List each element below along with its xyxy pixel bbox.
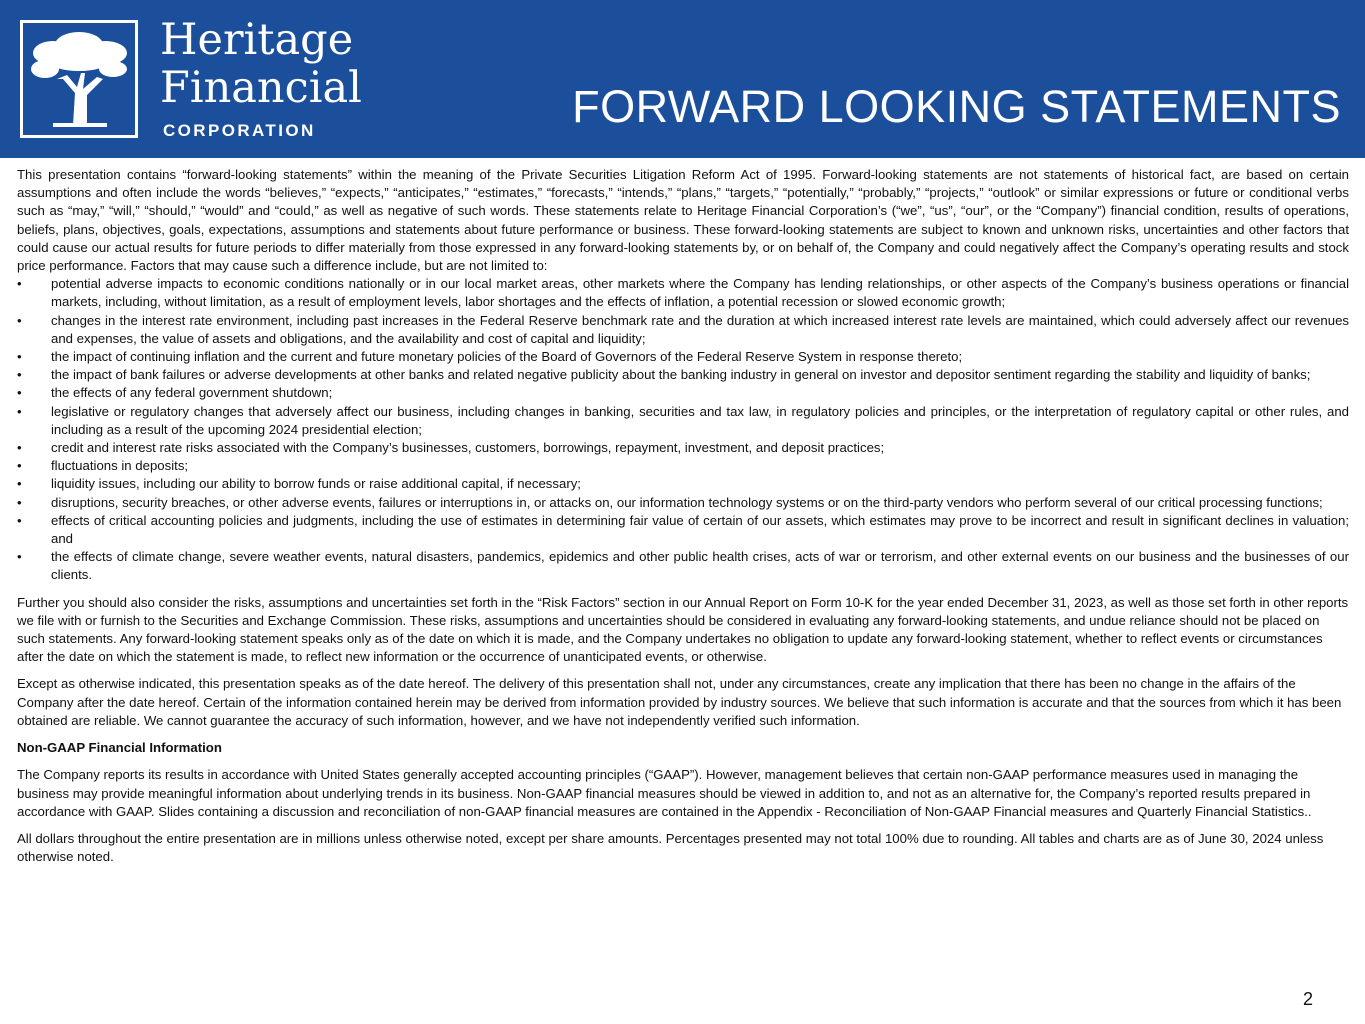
list-item: • disruptions, security breaches, or other adverse events, failures or interruptions in, or attacks on, our information technology systems or on the third-party vendors who perform several of our critical processing functions;	[17, 494, 1349, 512]
list-item: • changes in the interest rate environment, including past increases in the Federal Reserve benchmark rate and the duration at which increased interest rate levels are maintained, which could adversely affect our revenues and expenses, the value of assets and obligations, and the availability and cost of capital and liquidity;	[17, 312, 1349, 348]
logo	[20, 20, 138, 138]
list-item: • effects of critical accounting policies and judgments, including the use of estimates in determining fair value of certain of our assets, which estimates may prove to be incorrect and result in significant declines in valuation; and	[17, 512, 1349, 548]
further-paragraph: Further you should also consider the risks, assumptions and uncertainties set forth in the “Risk Factors” section in our Annual Report on Form 10-K for the year ended December 31, 2023, as well as those set forth in other reports we file with or furnish to the Securities and Exchange Commission. These risks, assumptions and uncertainties should be considered in evaluating any forward-looking statements, and undue reliance should not be placed on such statements. Any forward-looking statement speaks only as of the date on which it is made, and the Company undertakes no obligation to update any forward-looking statement, whether to reflect events or circumstances after the date on which the statement is made, to reflect new information or the occurrence of unanticipated events, or otherwise.	[17, 594, 1349, 665]
risk-factor-list	[17, 275, 1349, 584]
page-number: 2	[1302, 989, 1313, 1009]
brand-name-line3: CORPORATION	[163, 121, 316, 140]
brand-name-line2: Financial	[160, 63, 362, 113]
list-item: • liquidity issues, including our ability to borrow funds or raise additional capital, if necessary;	[17, 475, 1349, 493]
list-item: • the effects of climate change, severe weather events, natural disasters, pandemics, epidemics and other public health crises, acts of war or terrorism, and other external events on our business and the businesses of our clients.	[17, 548, 1349, 584]
brand-name-line1: Heritage	[160, 15, 354, 65]
except-paragraph: Except as otherwise indicated, this presentation speaks as of the date hereof. The delivery of this presentation shall not, under any circumstances, create any implication that there has been no change in the affairs of the Company after the date hereof. Certain of the information contained herein may be derived from information provided by industry sources. We believe that such information is accurate and that the sources from which it has been obtained are reliable. We cannot guarantee the accuracy of such information, however, and we have not independently verified such information.	[17, 676, 1342, 728]
list-item: • credit and interest rate risks associated with the Company’s businesses, customers, borrowings, repayment, investment, and deposit practices;	[17, 439, 1349, 457]
slide-title: FORWARD LOOKING STATEMENTS	[572, 81, 1341, 132]
list-item: • the impact of bank failures or adverse developments at other banks and related negative publicity about the banking industry in general on investor and depositor sentiment regarding the stability and liquidity of banks;	[17, 366, 1349, 384]
list-item: • potential adverse impacts to economic conditions nationally or in our local market areas, other markets where the Company has lending relationships, or other aspects of the Company’s business operations or financial markets, including, without limitation, as a result of employment levels, labor shortages and the effects of inflation, a potential recession or slowed economic growth;	[17, 275, 1349, 311]
list-item: • the impact of continuing inflation and the current and future monetary policies of the Board of Governors of the Federal Reserve System in response thereto;	[17, 348, 1349, 366]
dollars-note: All dollars throughout the entire presentation are in millions unless otherwise noted, except per share amounts. Percentages presented may not total 100% due to rounding. All tables and charts are as of June 30, 2024 unless otherwise noted.	[17, 830, 1324, 865]
non-gaap-paragraph: The Company reports its results in accordance with United States generally accepted accounting principles (“GAAP”). However, management believes that certain non-GAAP performance measures used in managing the business may provide meaningful information about underlying trends in its business. Non-GAAP financial measures should be viewed in addition to, and not as an alternative for, the Company’s reported results prepared in accordance with GAAP. Slides containing a discussion and reconciliation of non-GAAP financial measures are contained in the Appendix - Reconciliation of Non-GAAP Financial measures and Quarterly Financial Statistics..	[17, 767, 1312, 819]
list-item: • fluctuations in deposits;	[17, 457, 1349, 475]
intro-paragraph: This presentation contains “forward-looking statements” within the meaning of the Private Securities Litigation Reform Act of 1995. Forward-looking statements are not statements of historical fact, are based on certain assumptions and often include the words “believes,” “expects,” “anticipates,” “estimates,” “forecasts,” “intends,” “plans,” “targets,” “potentially,” “probably,” “projects,” “outlook” or similar expressions or future or conditional verbs such as “may,” “will,” “should,” “would” and “could,” as well as negative of such words. These statements relate to Heritage Financial Corporation’s (“we”, “us”, “our”, or the “Company”) financial condition, results of operations, beliefs, plans, objectives, goals, expectations, assumptions and statements about future performance or business. These forward-looking statements are subject to known and unknown risks, uncertainties and other factors that could cause our actual results for future periods to differ materially from those expressed in any forward-looking statements by, or on behalf of, the Company and could negatively affect the Company’s operating results and stock price performance. Factors that may cause such a difference include, but are not limited to:	[17, 167, 1349, 274]
list-item: • the effects of any federal government shutdown;	[17, 384, 1349, 402]
slide-header	[0, 0, 1365, 158]
list-item: • legislative or regulatory changes that adversely affect our business, including changes in banking, securities and tax law, in regulatory policies and principles, or the interpretation of regulatory capital or other rules, and including as a result of the upcoming 2024 presidential election;	[17, 403, 1349, 439]
slide-body	[17, 166, 1349, 866]
non-gaap-heading: Non-GAAP Financial Information	[17, 740, 222, 756]
tree-icon	[23, 23, 135, 135]
